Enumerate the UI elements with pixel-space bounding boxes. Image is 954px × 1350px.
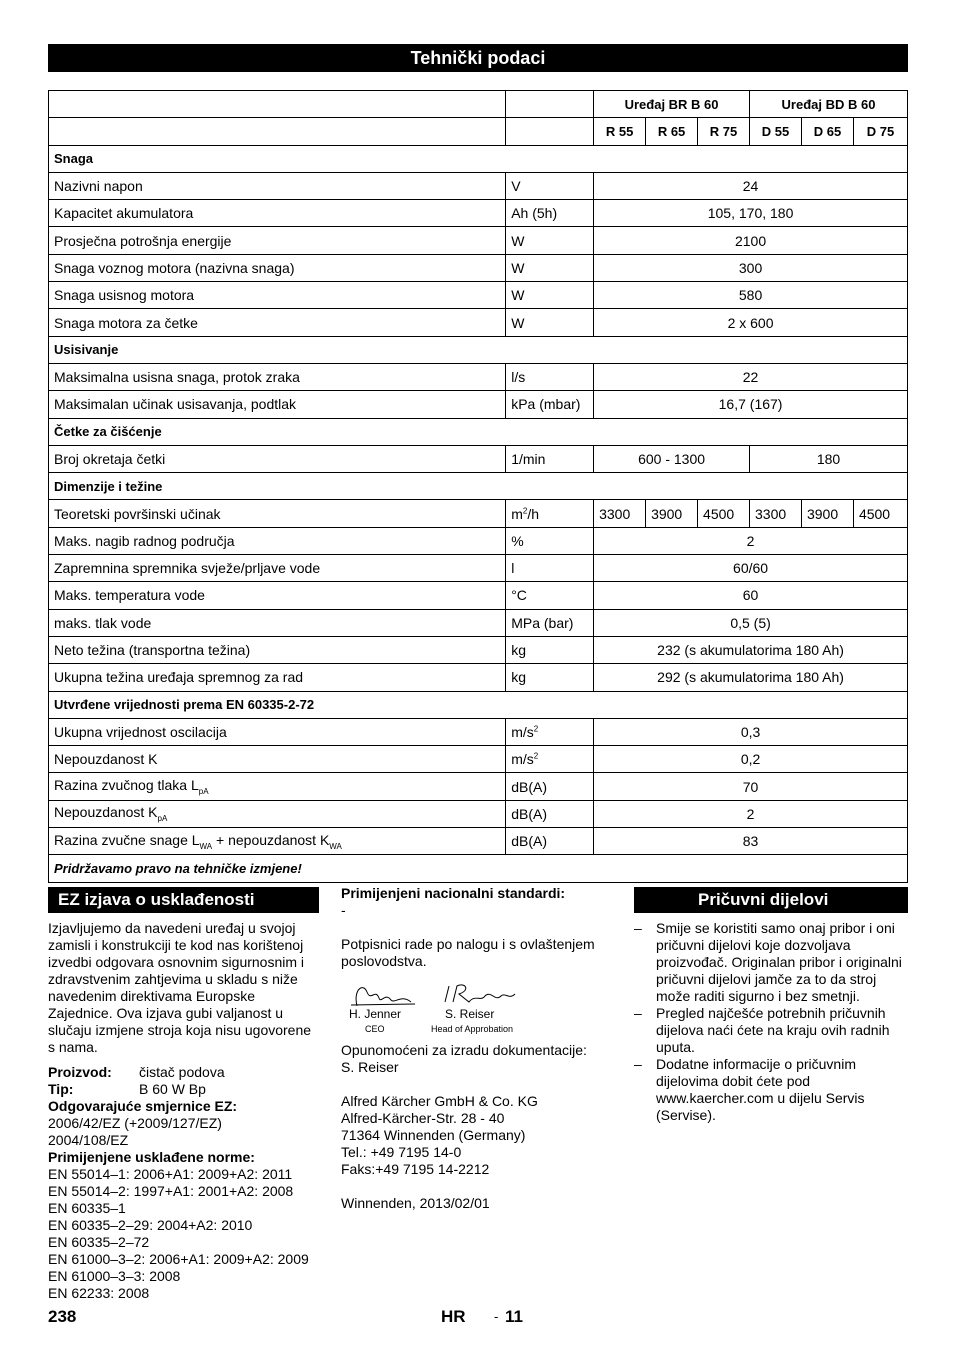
company-fax: Faks:+49 7195 14-2212 xyxy=(341,1161,490,1177)
section-heading: Usisivanje xyxy=(49,336,908,363)
parts-column xyxy=(634,920,908,1124)
section-heading: Dimenzije i težine xyxy=(49,473,908,500)
ez-directives-label: Odgovarajuće smjernice EZ: xyxy=(48,1098,238,1114)
row-unit: $m/s^2$ xyxy=(506,746,594,773)
row-label: Broj okretaja četki xyxy=(49,445,506,472)
row-value: 4500 xyxy=(698,500,750,527)
row-value: 2 x 600 xyxy=(594,309,908,336)
parts-heading: Pričuvni dijelovi xyxy=(634,887,908,913)
authorized-name: S. Reiser xyxy=(341,1059,399,1075)
signer-1-role: CEO xyxy=(365,1024,385,1034)
table-row xyxy=(49,773,908,800)
row-label: Maks. nagib radnog područja xyxy=(49,527,506,554)
row-unit: dB(A) xyxy=(506,773,594,800)
row-value: 3300 xyxy=(750,500,802,527)
ez-type: Tip: B 60 W Bp xyxy=(48,1081,206,1097)
section-heading: Snaga xyxy=(49,145,908,172)
table-row xyxy=(49,746,908,773)
row-label: Razina zvučnog tlaka $L_{pA}$ xyxy=(49,773,506,800)
row-value: 3900 xyxy=(801,500,853,527)
authorized-label: Opunomoćeni za izradu dokumentacije: xyxy=(341,1042,587,1058)
row-unit: dB(A) xyxy=(506,800,594,827)
row-unit: $m^2/h$ xyxy=(506,500,594,527)
ez-heading: EZ izjava o usklađenosti xyxy=(48,887,319,913)
table-row xyxy=(49,200,908,227)
row-label: Maksimalna usisna snaga, protok zraka xyxy=(49,363,506,390)
list-item: EN 55014–1: 2006+A1: 2009+A2: 2011 xyxy=(48,1166,293,1182)
signer-1-name: H. Jenner xyxy=(349,1007,402,1021)
list-item: 2004/108/EZ xyxy=(48,1132,129,1148)
row-value-br: 600 - 1300 xyxy=(594,445,750,472)
row-unit: W xyxy=(506,309,594,336)
model-header: R 75 xyxy=(698,118,750,145)
ez-norms-label: Primijenjene usklađene norme: xyxy=(48,1149,255,1165)
specs-table xyxy=(48,90,908,883)
header-row-groups xyxy=(49,91,908,118)
row-label: Snaga motora za četke xyxy=(49,309,506,336)
table-row xyxy=(49,527,908,554)
row-label: Nazivni napon xyxy=(49,172,506,199)
row-value: 60/60 xyxy=(594,555,908,582)
page-number: 238 xyxy=(48,1307,77,1326)
model-header: D 55 xyxy=(750,118,802,145)
page-title: Tehnički podaci xyxy=(48,44,908,72)
row-unit: dB(A) xyxy=(506,828,594,855)
row-label: Ukupna težina uređaja spremnog za rad xyxy=(49,664,506,691)
signatories-text: Potpisnici rade po nalogu i s ovlaštenjem poslovodstva. xyxy=(341,936,595,969)
row-label: Nepouzdanost K xyxy=(49,746,506,773)
list-item: EN 62233: 2008 xyxy=(48,1285,150,1301)
row-label: Neto težina (transportna težina) xyxy=(49,636,506,663)
model-header: D 65 xyxy=(801,118,853,145)
row-unit: Ah (5h) xyxy=(506,200,594,227)
list-item: EN 61000–3–3: 2008 xyxy=(48,1268,181,1284)
table-note: Pridržavamo pravo na tehničke izmjene! xyxy=(49,855,908,882)
row-value: 60 xyxy=(594,582,908,609)
signature-block xyxy=(341,980,611,1042)
row-value: 0,5 (5) xyxy=(594,609,908,636)
table-row xyxy=(49,254,908,281)
row-unit: V xyxy=(506,172,594,199)
document-date: Winnenden, 2013/02/01 xyxy=(341,1195,490,1211)
table-row xyxy=(49,172,908,199)
row-label: Zapremnina spremnika svježe/prljave vode xyxy=(49,555,506,582)
section-heading: Utvrđene vrijednosti prema EN 60335-2-72 xyxy=(49,691,908,718)
list-item: – Dodatne informacije o pričuvnim dijelovima dobit ćete pod www.kaercher.com u dijelu Servis (Servise). xyxy=(634,1056,908,1124)
row-label: Ukupna vrijednost oscilacija xyxy=(49,718,506,745)
signer-2-name: S. Reiser xyxy=(445,1007,495,1021)
list-item: EN 60335–1 xyxy=(48,1200,126,1216)
row-unit: W xyxy=(506,227,594,254)
row-unit: W xyxy=(506,254,594,281)
table-row xyxy=(49,636,908,663)
model-header: R 65 xyxy=(646,118,698,145)
model-header: D 75 xyxy=(853,118,907,145)
table-row xyxy=(49,363,908,390)
footer-separator: - xyxy=(494,1309,499,1324)
list-item: – Smije se koristiti samo onaj pribor i oni pričuvni dijelovi koje dozvoljava proizvođač. Originalan pribor i originalni pričuvni dijelovi jamče za to da stroj može raditi sigurno i bez smetnji. xyxy=(634,920,908,1005)
row-value: 0,3 xyxy=(594,718,908,745)
table-row xyxy=(49,500,908,527)
row-label: Maks. temperatura vode xyxy=(49,582,506,609)
table-row xyxy=(49,582,908,609)
row-unit: $m/s^2$ xyxy=(506,718,594,745)
row-label: Razina zvučne snage $L_{WA}$ + nepouzdanost $K_{WA}$ xyxy=(49,828,506,855)
company-city: 71364 Winnenden (Germany) xyxy=(341,1127,526,1143)
row-value: 2100 xyxy=(594,227,908,254)
row-value: 24 xyxy=(594,172,908,199)
row-label: Kapacitet akumulatora xyxy=(49,200,506,227)
row-label: Teoretski površinski učinak xyxy=(49,500,506,527)
row-unit: MPa (bar) xyxy=(506,609,594,636)
row-value: 2 xyxy=(594,527,908,554)
row-unit: 1/min xyxy=(506,445,594,472)
signer-2-role: Head of Approbation xyxy=(431,1024,514,1034)
row-value: 300 xyxy=(594,254,908,281)
row-value: 232 (s akumulatorima 180 Ah) xyxy=(594,636,908,663)
group-bd-header: Uređaj BD B 60 xyxy=(750,91,908,118)
row-label: Prosječna potrošnja energije xyxy=(49,227,506,254)
row-value: 292 (s akumulatorima 180 Ah) xyxy=(594,664,908,691)
table-row xyxy=(49,800,908,827)
row-unit: kPa (mbar) xyxy=(506,391,594,418)
row-unit: l xyxy=(506,555,594,582)
table-row xyxy=(49,828,908,855)
row-value: 4500 xyxy=(853,500,907,527)
row-unit: % xyxy=(506,527,594,554)
national-standards-label: Primijenjeni nacionalni standardi: xyxy=(341,885,566,901)
company-name: Alfred Kärcher GmbH & Co. KG xyxy=(341,1093,538,1109)
row-value: 16,7 (167) xyxy=(594,391,908,418)
row-unit: W xyxy=(506,282,594,309)
list-item: EN 60335–2–72 xyxy=(48,1234,150,1250)
table-row xyxy=(49,282,908,309)
list-item: EN 55014–2: 1997+A1: 2001+A2: 2008 xyxy=(48,1183,294,1199)
row-unit: kg xyxy=(506,664,594,691)
group-br-header: Uređaj BR B 60 xyxy=(594,91,750,118)
row-label: Snaga voznog motora (nazivna snaga) xyxy=(49,254,506,281)
ez-intro: Izjavljujemo da navedeni uređaj u svojoj zamisli i konstrukciji te kod nas korištenoj izvedbi odgovara osnovnim sigurnosnim i zdravstvenim zahtjevima u skladu s niže navedenim direktivama Europske Zajednice. Ova izjava gubi valjanost u slučaju izmjene stroja koja nisu ugovorene s nama. xyxy=(48,920,312,1055)
table-row xyxy=(49,555,908,582)
parts-list xyxy=(634,920,908,1124)
row-value: 22 xyxy=(594,363,908,390)
row-label: maks. tlak vode xyxy=(49,609,506,636)
table-row xyxy=(49,609,908,636)
row-label: Nepouzdanost $K_{pA}$ xyxy=(49,800,506,827)
table-row xyxy=(49,718,908,745)
list-item: – Pregled najčešće potrebnih pričuvnih dijelova naći ćete na kraju ovih radnih uputa. xyxy=(634,1005,908,1056)
row-label: Maksimalan učinak usisavanja, podtlak xyxy=(49,391,506,418)
table-row xyxy=(49,227,908,254)
header-row-models xyxy=(49,118,908,145)
list-item: 2006/42/EZ (+2009/127/EZ) xyxy=(48,1115,222,1131)
ez-product: Proizvod: čistač podova xyxy=(48,1064,225,1080)
row-label: Snaga usisnog motora xyxy=(49,282,506,309)
table-row xyxy=(49,445,908,472)
section-page-number: 11 xyxy=(505,1307,523,1326)
table-row xyxy=(49,391,908,418)
language-code: HR xyxy=(441,1307,466,1326)
row-value: 580 xyxy=(594,282,908,309)
row-value: 3300 xyxy=(594,500,646,527)
list-item: EN 60335–2–29: 2004+A2: 2010 xyxy=(48,1217,253,1233)
section-heading: Četke za čišćenje xyxy=(49,418,908,445)
row-value: 3900 xyxy=(646,500,698,527)
company-street: Alfred-Kärcher-Str. 28 - 40 xyxy=(341,1110,505,1126)
row-value: 83 xyxy=(594,828,908,855)
list-item: EN 61000–3–2: 2006+A1: 2009+A2: 2009 xyxy=(48,1251,309,1267)
row-unit: kg xyxy=(506,636,594,663)
row-value: 70 xyxy=(594,773,908,800)
row-value: 2 xyxy=(594,800,908,827)
row-value: 105, 170, 180 xyxy=(594,200,908,227)
row-value-bd: 180 xyxy=(750,445,908,472)
table-row xyxy=(49,309,908,336)
row-value: 0,2 xyxy=(594,746,908,773)
row-unit: l/s xyxy=(506,363,594,390)
table-row xyxy=(49,664,908,691)
ez-column xyxy=(48,920,320,1302)
model-header: R 55 xyxy=(594,118,646,145)
signature-column xyxy=(341,885,611,1212)
row-unit: °C xyxy=(506,582,594,609)
national-standards-value: - xyxy=(341,902,346,918)
company-tel: Tel.: +49 7195 14-0 xyxy=(341,1144,462,1160)
